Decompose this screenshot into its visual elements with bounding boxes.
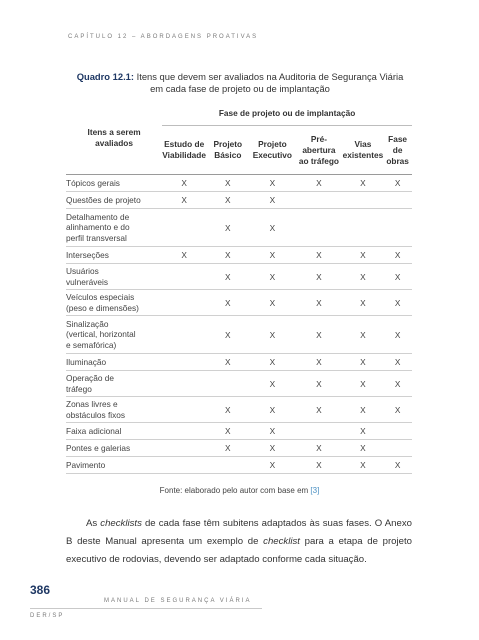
table-row	[66, 192, 412, 209]
phase-header-line: Pré-	[310, 133, 327, 144]
phase-mark-cell: X	[225, 357, 231, 367]
item-label-line: perfil transversal	[66, 232, 127, 243]
item-label	[66, 247, 162, 264]
item-label-line: Sinalização	[66, 318, 109, 329]
phase-mark-cell: X	[269, 443, 276, 453]
phase-mark-cell	[162, 440, 206, 457]
phase-mark-cell: X	[269, 271, 276, 282]
phase-mark-cell: X	[316, 178, 322, 188]
phase-mark-cell	[343, 209, 384, 247]
phase-mark-cell: X	[316, 297, 322, 308]
item-label	[66, 209, 162, 247]
phase-column-header	[295, 126, 342, 175]
phase-mark-cell: X	[225, 297, 231, 308]
phase-mark-cell: X	[269, 178, 276, 188]
table-row	[66, 371, 412, 397]
item-label-line: tráfego	[66, 383, 92, 394]
phase-mark-cell: X	[269, 378, 276, 389]
item-label-line: Usuários	[66, 266, 99, 276]
phase-header-line: Viabilidade	[162, 150, 206, 160]
phase-header-line: Projeto	[258, 139, 287, 149]
phase-mark-cell: X	[360, 357, 366, 367]
phase-column-header	[383, 126, 412, 175]
caption-line-2: em cada fase de projeto ou de implantação	[150, 83, 330, 94]
phase-header-line: Básico	[214, 150, 242, 160]
table-row	[66, 440, 412, 457]
item-label	[66, 316, 162, 354]
phase-mark-cell: X	[225, 271, 231, 282]
item-label	[66, 423, 162, 440]
item-label-line: Iluminação	[66, 356, 107, 367]
phase-mark-cell: X	[181, 178, 187, 188]
item-label-line: Interseções	[66, 249, 109, 260]
phase-mark-cell	[162, 457, 206, 474]
caption-line-1: Itens que devem ser avaliados na Auditoria de Segurança Viária	[136, 71, 404, 82]
phase-mark-cell: X	[360, 460, 366, 470]
source-reference-link[interactable]: [3]	[310, 486, 320, 495]
phase-column-header	[343, 126, 384, 175]
item-label-line: Faixa adicional	[66, 425, 122, 436]
page-number: 386	[30, 583, 51, 597]
table-row	[66, 457, 412, 474]
item-label-line: Operação de	[66, 373, 114, 383]
phase-mark-cell: X	[181, 195, 187, 205]
phase-header-line: abertura	[302, 144, 336, 155]
phase-mark-cell: X	[316, 460, 322, 470]
table-row	[66, 247, 412, 264]
evaluation-table	[66, 101, 412, 474]
phase-mark-cell	[162, 371, 206, 397]
phase-mark-cell: X	[316, 378, 322, 389]
item-label-line: e semafórica)	[66, 339, 117, 350]
phase-mark-cell: X	[316, 443, 322, 453]
items-header-line: avaliados	[95, 137, 133, 148]
item-label-line: (peso e dimensões)	[66, 302, 139, 313]
chapter-header: CAPÍTULO 12 – ABORDAGENS PROATIVAS	[68, 34, 259, 40]
phase-mark-cell: X	[269, 250, 276, 260]
phase-mark-cell: X	[360, 443, 366, 453]
body-paragraph	[66, 515, 412, 569]
phase-mark-cell: X	[394, 271, 401, 282]
phase-mark-cell: X	[225, 178, 231, 188]
phase-mark-cell: X	[360, 271, 366, 282]
phase-mark-cell: X	[394, 378, 401, 389]
item-label-line: Pontes e galerias	[66, 442, 131, 453]
item-label-line: Tópicos gerais	[66, 177, 120, 188]
phase-header-line: obras	[386, 155, 409, 166]
item-label	[66, 264, 162, 290]
source-text: Fonte: elaborado pelo autor com base em	[159, 486, 311, 495]
phase-mark-cell	[383, 440, 412, 457]
phase-mark-cell: X	[269, 357, 276, 367]
phase-mark-cell: X	[225, 329, 231, 340]
phase-column-header	[250, 126, 296, 175]
phase-mark-cell	[162, 290, 206, 316]
phase-mark-cell: X	[225, 195, 231, 205]
table-row	[66, 175, 412, 192]
phase-mark-cell	[206, 371, 249, 397]
phase-header-line: Projeto	[213, 139, 243, 149]
table-row	[66, 354, 412, 371]
item-label-line: obstáculos fixos	[66, 409, 126, 420]
phase-mark-cell: X	[316, 357, 322, 367]
paragraph-text-3: para a etapa de projeto executivo de rodovias, devendo ser adaptado conforme cada situação.	[66, 536, 412, 565]
item-label	[66, 457, 162, 474]
table-row	[66, 209, 412, 247]
phase-header-line: Vias	[354, 139, 372, 149]
phase-mark-cell: X	[225, 222, 231, 233]
phase-mark-cell: X	[360, 378, 366, 389]
phase-mark-cell: X	[360, 426, 366, 436]
phase-mark-cell	[206, 457, 249, 474]
phase-column-header	[206, 126, 249, 175]
phase-mark-cell	[162, 209, 206, 247]
phase-mark-cell: X	[360, 297, 366, 308]
phase-mark-cell: X	[181, 250, 187, 260]
item-label-line: Veículos especiais	[66, 292, 135, 302]
paragraph-text-1: As	[86, 518, 101, 529]
phase-mark-cell	[162, 264, 206, 290]
phase-mark-cell: X	[225, 404, 231, 415]
phase-header-line: Fase de	[388, 133, 408, 155]
phase-header-line: Estudo de	[164, 139, 205, 149]
phase-mark-cell: X	[394, 297, 401, 308]
phase-mark-cell: X	[394, 250, 401, 260]
phase-mark-cell	[162, 316, 206, 354]
phase-mark-cell: X	[360, 250, 366, 260]
phase-mark-cell: X	[225, 426, 231, 436]
caption-label: Quadro 12.1:	[76, 71, 135, 82]
phase-mark-cell	[295, 423, 342, 440]
table-row	[66, 316, 412, 354]
phase-header-line: existentes	[342, 150, 384, 160]
item-label-line: Zonas livres e	[66, 399, 118, 409]
table-row	[66, 264, 412, 290]
phase-mark-cell: X	[269, 222, 276, 233]
phase-mark-cell: X	[360, 329, 366, 340]
items-column-header	[66, 101, 162, 175]
item-label-line: vulneráveis	[66, 276, 108, 287]
phase-mark-cell	[383, 423, 412, 440]
footer-divider	[30, 608, 262, 609]
item-label-line: Detalhamento de	[66, 211, 130, 222]
phase-mark-cell: X	[394, 357, 401, 367]
phase-mark-cell: X	[394, 460, 401, 470]
item-label	[66, 192, 162, 209]
phase-mark-cell: X	[394, 178, 401, 188]
phase-mark-cell	[295, 192, 342, 209]
item-label-line: (vertical, horizontal	[66, 329, 136, 340]
phase-mark-cell: X	[269, 297, 276, 308]
manual-title: MANUAL DE SEGURANÇA VIÁRIA	[104, 598, 252, 604]
item-label-line: alinhamento e do	[66, 222, 130, 233]
phase-group-header: Fase de projeto ou de implantação	[162, 101, 412, 126]
table-row	[66, 290, 412, 316]
paragraph-text-2: de cada fase têm subitens adaptados às suas fases. O Anexo B deste Manual apresenta um exemplo de	[66, 518, 412, 547]
phase-mark-cell: X	[316, 271, 322, 282]
phase-mark-cell: X	[225, 250, 231, 260]
phase-mark-cell	[295, 209, 342, 247]
item-label	[66, 175, 162, 192]
phase-mark-cell: X	[269, 460, 276, 470]
phase-mark-cell: X	[225, 443, 231, 453]
phase-mark-cell: X	[394, 404, 401, 415]
table-source	[0, 486, 479, 495]
phase-mark-cell: X	[316, 329, 322, 340]
phase-mark-cell	[383, 192, 412, 209]
item-label-line: Questões de projeto	[66, 194, 141, 205]
phase-mark-cell: X	[269, 329, 276, 340]
phase-mark-cell: X	[360, 178, 366, 188]
item-label	[66, 354, 162, 371]
publisher-label: DER/SP	[30, 613, 65, 619]
paragraph-emphasis-1: checklists	[100, 518, 142, 529]
phase-header-line: Executivo	[252, 150, 292, 160]
phase-mark-cell: X	[360, 404, 366, 415]
table-row	[66, 397, 412, 423]
phase-mark-cell: X	[269, 195, 276, 205]
phase-mark-cell	[343, 192, 384, 209]
phase-mark-cell: X	[316, 250, 322, 260]
phase-column-header	[162, 126, 206, 175]
phase-mark-cell: X	[316, 404, 322, 415]
phase-mark-cell	[162, 397, 206, 423]
phase-mark-cell	[162, 423, 206, 440]
phase-mark-cell: X	[269, 426, 276, 436]
item-label	[66, 440, 162, 457]
table-caption	[60, 71, 420, 95]
table-body	[66, 175, 412, 474]
phase-header-line: ao tráfego	[298, 155, 339, 166]
phase-mark-cell: X	[394, 329, 401, 340]
phase-mark-cell	[383, 209, 412, 247]
items-header-line: Itens a serem	[87, 126, 141, 137]
phase-mark-cell	[162, 354, 206, 371]
item-label	[66, 371, 162, 397]
paragraph-emphasis-2: checklist	[263, 536, 300, 547]
item-label-line: Pavimento	[66, 459, 106, 470]
phase-mark-cell: X	[269, 404, 276, 415]
table-row	[66, 423, 412, 440]
item-label	[66, 397, 162, 423]
item-label	[66, 290, 162, 316]
